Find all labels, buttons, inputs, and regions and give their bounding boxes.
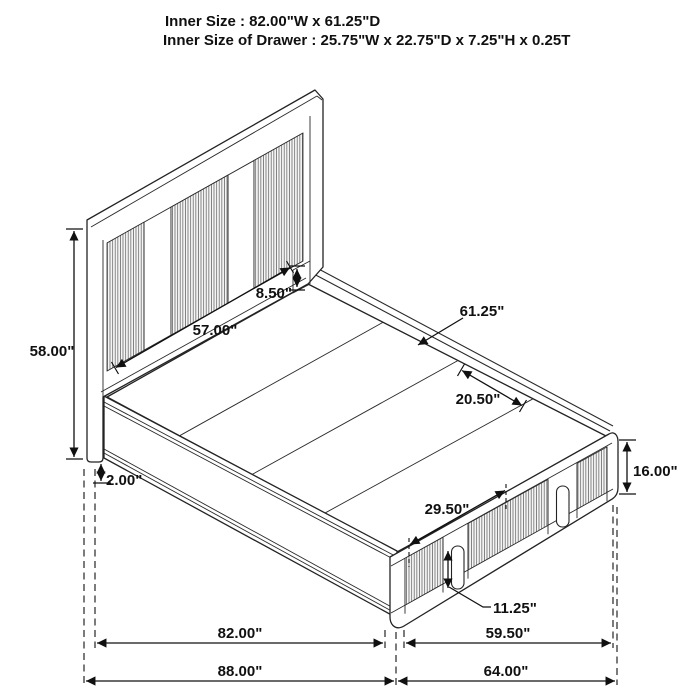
dim-drawer-section-width: 59.50"	[485, 625, 531, 642]
inner-drawer-size-label: Inner Size of Drawer : 25.75"W x 22.75"D x 7.25"H x 0.25T	[163, 32, 571, 49]
drawer-handle-left	[452, 546, 465, 589]
headboard-slat-panel	[107, 222, 144, 371]
dim-inner-depth: 61.25"	[459, 303, 505, 320]
dim-overall-width: 64.00"	[483, 663, 529, 680]
dim-under-headboard-gap: 8.50"	[255, 285, 292, 302]
dim-floor-clearance: 2.00"	[106, 472, 143, 489]
dim-drawer-width: 29.50"	[424, 501, 470, 518]
dim-headboard-height: 58.00"	[29, 343, 75, 360]
dim-footboard-height: 16.00"	[633, 463, 678, 480]
inner-size-label: Inner Size : 82.00"W x 61.25"D	[165, 13, 381, 30]
dim-overall-length: 88.00"	[217, 663, 263, 680]
dim-drawer-height: 11.25"	[493, 600, 537, 617]
dim-deck-panel-width: 20.50"	[455, 391, 501, 408]
dim-side-rail-length: 82.00"	[217, 625, 263, 642]
drawer-handle-right	[557, 486, 570, 527]
headboard-slat-panel	[254, 133, 303, 289]
dim-headboard-inner-width: 57.00"	[192, 322, 238, 339]
